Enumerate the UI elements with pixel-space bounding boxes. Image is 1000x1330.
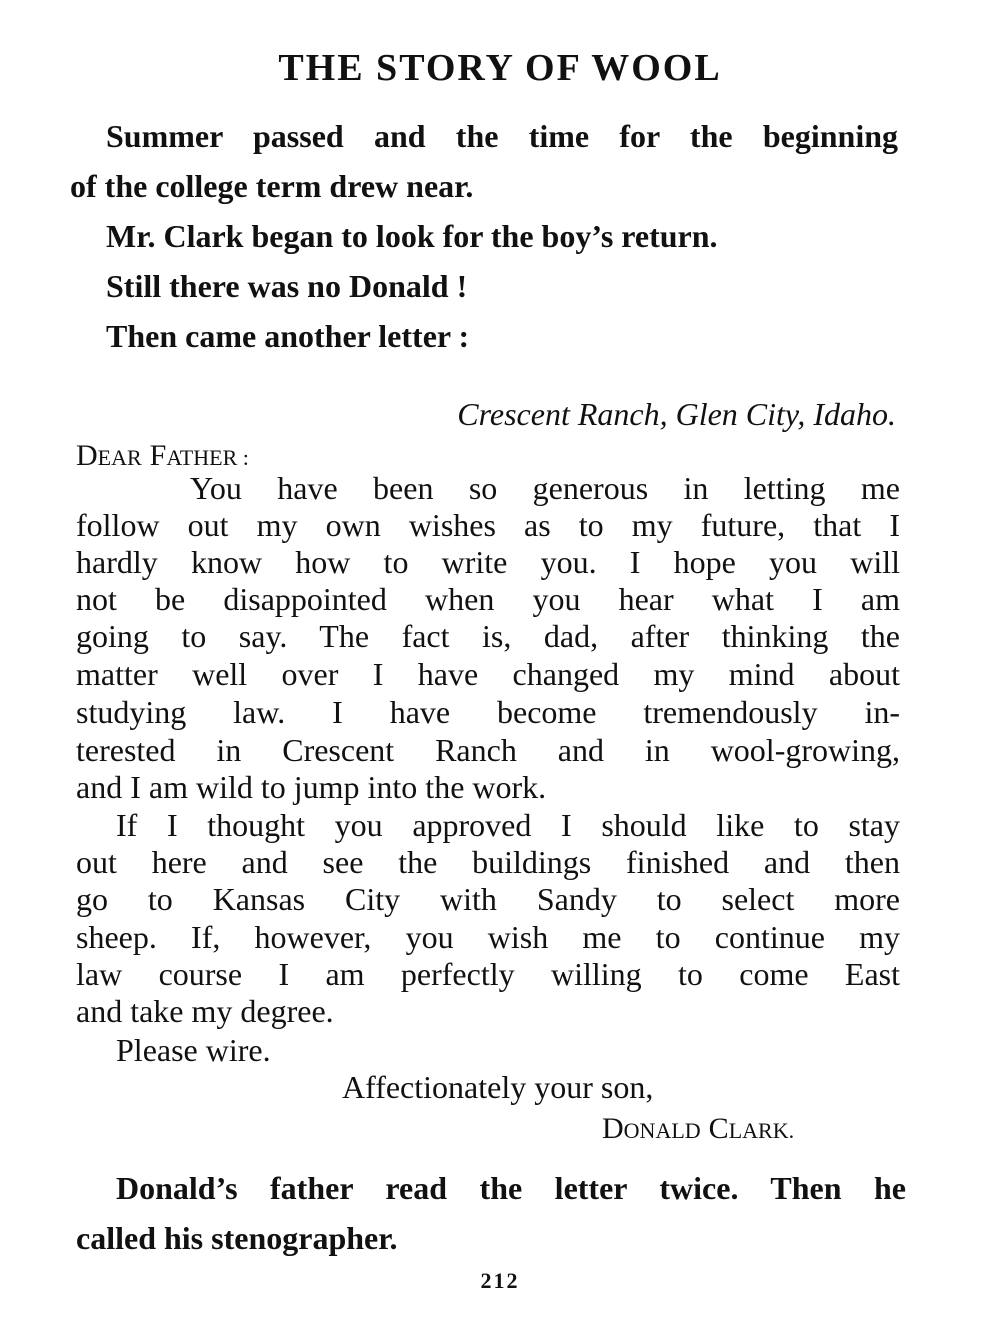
- letter-body-line: hardly know how to write you. I hope you will: [76, 544, 900, 580]
- letter-salutation: DEAR FATHER :: [76, 439, 249, 472]
- letter-body-line: If I thought you approved I should like to stay: [116, 807, 900, 843]
- letter-body-line: and I am wild to jump into the work.: [76, 769, 547, 805]
- letter-body-line: You have been so generous in letting me: [190, 470, 900, 506]
- letter-signature: DONALD CLARK.: [602, 1112, 795, 1145]
- letter-body-line: not be disappointed when you hear what I am: [76, 581, 900, 617]
- narrative-line: Donald’s father read the letter twice. Then he: [116, 1170, 906, 1206]
- narrative-line: called his stenographer.: [76, 1220, 398, 1256]
- letter-closing: Affectionately your son,: [342, 1069, 654, 1105]
- letter-place: Crescent Ranch, Glen City, Idaho.: [457, 396, 896, 432]
- narrative-line: Mr. Clark began to look for the boy’s return.: [106, 218, 718, 254]
- page-number: 212: [480, 1268, 520, 1293]
- letter-body-line: law course I am perfectly willing to come East: [76, 956, 900, 992]
- letter-body-line: studying law. I have become tremendously in-: [76, 694, 900, 730]
- page-title: THE STORY OF WOOL: [278, 47, 722, 89]
- narrative-line: Summer passed and the time for the beginning: [106, 118, 898, 154]
- letter-body-line: and take my degree.: [76, 993, 334, 1029]
- letter-body-line: out here and see the buildings finished and then: [76, 844, 900, 880]
- narrative-line: Then came another letter :: [106, 318, 470, 354]
- letter-body-line: going to say. The fact is, dad, after thinking the: [76, 618, 900, 654]
- letter-body-line: Please wire.: [116, 1032, 271, 1068]
- narrative-line: of the college term drew near.: [70, 168, 474, 204]
- letter-body-line: follow out my own wishes as to my future, that I: [76, 507, 900, 543]
- narrative-line: Still there was no Donald !: [106, 268, 468, 304]
- letter-body-line: sheep. If, however, you wish me to continue my: [76, 919, 900, 955]
- letter-body-line: matter well over I have changed my mind about: [76, 656, 900, 692]
- letter-body-line: terested in Crescent Ranch and in wool-growing,: [76, 732, 900, 768]
- letter-body-line: go to Kansas City with Sandy to select more: [76, 881, 900, 917]
